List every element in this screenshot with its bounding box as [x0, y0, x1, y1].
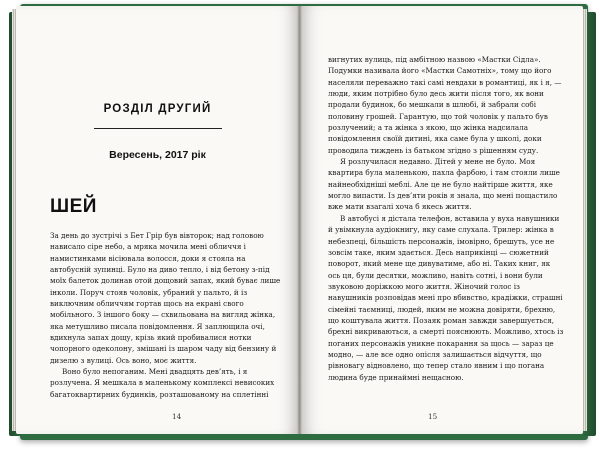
right-page-body: [328, 54, 564, 383]
paragraph: вигнутих вулиць, під амбітною назвою «Мастки Сідла». Подумки називала його «Мастки Самотніх», тому що його населяли переважно такі самі невдахи в романтиці, як і я, — люди, яким потрібно було десь жити після того, як вони продали будинок, бо мешкали в шлюбі, й забрали собі половину грошей. Гарантую, що той чоловік у пальто був розлучений; а та жінка з якою, що жінка надсилала повідомлення своїй дитині, яка саме була у школі, доки проводила тиждень із батьком згідно з рішенням суду.: [328, 55, 562, 155]
right-page: [300, 6, 583, 434]
chapter-title: РОЗДІЛ ДРУГИЙ: [103, 103, 212, 115]
left-page-body: [50, 230, 286, 400]
chapter-date: Вересень, 2017 рік: [109, 149, 206, 161]
left-page: [16, 6, 299, 434]
page-number-left: 14: [172, 412, 182, 421]
section-heading: ШЕЙ: [50, 196, 97, 217]
paragraph: В автобусі я дістала телефон, вставила у вуха навушники й увімкнула аудіокнигу, яку саме слухала. Трилер: жінка в небезпеці, більшість персонажів, імовірно, брешуть, усе не зовсім таке, яким здається. Десь наприкінці — сюжетний поворот, який мене ще дивуватиме, або ні. Таких книг, як ось ця, були десятки, можливо, навіть сотні, і вони були звуковою доріжкою мого життя. Жіночий голос із навушників розповідав мені про вбивство, крадіжки, страшні сімейні таємниці, людей, яким не можна довіряти, брехню, що коштувала життя. Позаяк роман завжди завершується, брехні викриваються, а смерті пояснюють. Можливо, хтось із поганих персонажів уникне покарання за щось — зараз це модно, — але все одно опісля залишається відчуття, що рівновагу відновлено, що тепер стало явним і що погана людина буде принаймні нещасною.: [328, 213, 564, 382]
page-number-right: 15: [428, 412, 438, 421]
paragraph: Я розлучилася недавно. Дітей у мене не було. Моя квартира була маленькою, пахла фарбою, і там стояли лише найнеобхідніші меблі. Але це не було найтірше життя, яке могло випасти. Із дев’яти років я знала, що мені пощастило вже мати взагалі хоча б якесь життя.: [328, 157, 560, 212]
chapter-divider: [94, 128, 222, 129]
paragraph: Воно було непоганим. Мені двадцять дев’ять, і я розлучена. Я мешкала в маленькому комплексі невисоких багатоквартирних будинків, розташованому на сплетінні: [50, 367, 275, 399]
page-stack-right: [583, 9, 587, 431]
paragraph: За день до зустрічі з Бет Грір був вівторок; над головою нависало сіре небо, а мряка мочила мені обличчя і намистинками вісіювала волосся, доки я стояла на автобусній зупинці. Було на диво тепло, і від бетону з-під моїх балеток долинав отой дощовий запах, який буває лише інколи. Поруч стояв чоловік, убраний у пальто, й із виключним обличчям гортав щось на екрані свого мобільного. З іншого боку — схвильована на вигляд жінка, яка метушливо писала повідомлення. Я заплющила очі, вдихнула запах дощу, крізь який пробивалися нотки чопорного одеколону, змішані із шаром чаду від бензину й дизелю з вулиці. Ось воно, моє життя.: [50, 231, 281, 365]
book-gutter: [297, 6, 302, 434]
